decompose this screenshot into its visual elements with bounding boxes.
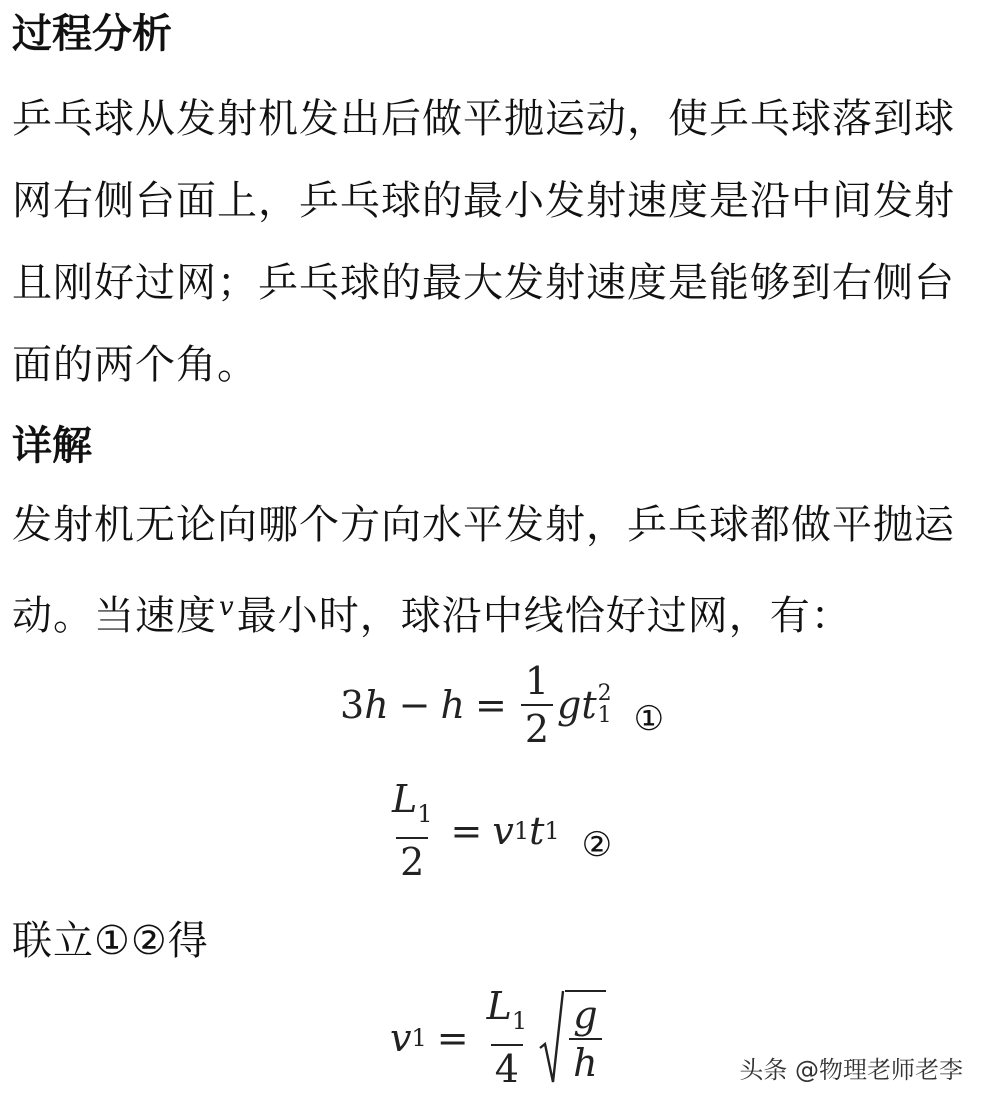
section-heading-detailed-solution: 详解 [12,423,92,469]
fraction-L1-over-2: $\frac{L_1}{2}$ [392,777,433,884]
detailed-solution-text-part1: 发射机无论向哪个方向水平发射，乒乓球都做平抛运动。当速度 [12,502,955,639]
fraction-L1-over-4: $\frac{L_1}{4}$ [486,984,528,1091]
process-analysis-paragraph: 乒乓球从发射机发出后做平抛运动，使乒乓球落到球网右侧台面上，乒乓球的最小发射速度是沿中间发射且刚好过网；乒乓球的最大发射速度是能够到右侧台面的两个角。 [12,96,955,388]
square-root-g-over-h: $\frac{g}{h}$ [539,990,605,1086]
detailed-solution-text-part2: 最小时，球沿中线恰好过网，有： [236,593,852,639]
equation-1: 3 h − h = $\frac{1}{2}$ g t 2 1 ① [340,659,665,751]
fraction-one-half: $\frac{1}{2}$ [521,660,553,750]
equation-marker-1: ① [633,699,665,739]
velocity-symbol: v [219,592,235,622]
detailed-solution-paragraph [12,484,977,657]
section-heading-process-analysis: 过程分析 [12,11,172,57]
watermark: 头条 @物理老师老李 [739,1056,963,1084]
equation-3: v 1 = $\frac{L_1}{4}$ $\frac{g}{h}$ [390,985,606,1090]
equation-2: $\frac{L_1}{2}$ = v 1 t 1 ② [384,778,612,883]
equation-marker-2: ② [581,824,613,865]
combine-text: 联立①②得 [12,918,209,964]
radical-sign-icon [539,990,565,1086]
